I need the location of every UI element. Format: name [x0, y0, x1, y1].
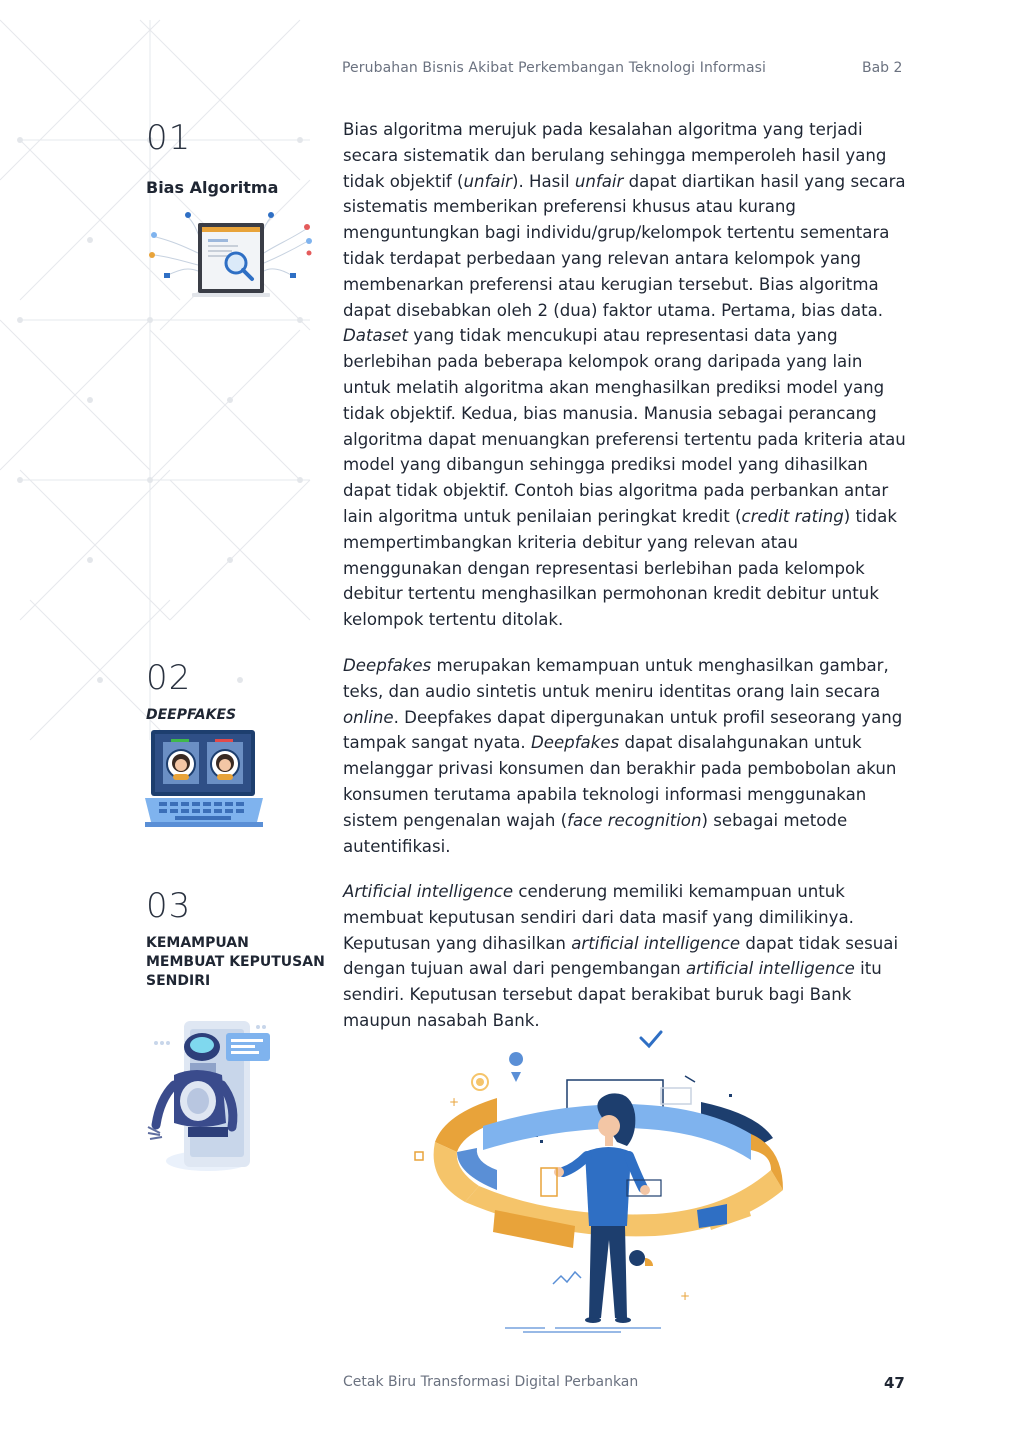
- section-label: DEEPFAKES: [146, 707, 237, 723]
- text-run: dapat disalahgunakan untuk melanggar privasi konsumen dan berakhir pada pembobolan akun konsumen terutama apabila teknologi informasi menggunakan sistem pengenalan wajah (: [343, 733, 897, 830]
- italic-term: credit rating: [741, 506, 844, 526]
- text-run: cenderung memiliki kemampuan untuk membuat keputusan sendiri dari data masif yang dimilikinya. Keputusan yang dihasilkan: [343, 882, 854, 953]
- italic-term: Dataset: [343, 326, 408, 346]
- italic-term: Deepfakes: [343, 656, 432, 675]
- running-header-title: Perubahan Bisnis Akibat Perkembangan Teknologi Informasi: [342, 60, 767, 76]
- italic-term: unfair: [574, 171, 624, 191]
- section-paragraph: [343, 653, 908, 859]
- text-run: . Deepfakes dapat dipergunakan untuk profil seseorang yang tampak sangat nyata.: [343, 707, 903, 753]
- section-label: KEMAMPUAN MEMBUAT KEPUTUSAN SENDIRI: [146, 935, 325, 989]
- running-footer-title: Cetak Biru Transformasi Digital Perbankan: [343, 1374, 639, 1390]
- italic-term: Deepfakes: [530, 733, 620, 753]
- text-run: ) tidak mempertimbangkan kriteria debitur yang relevan atau menggunakan dengan representasi berlebihan pada kelompok debitur tertentu menghasilkan permohonan kredit debitur untuk kelompok tertentu ditolak.: [343, 506, 897, 630]
- svg-text:+: +: [680, 1289, 691, 1303]
- section-number: 01: [146, 118, 192, 158]
- italic-term: unfair: [463, 171, 513, 191]
- section-paragraph: [343, 879, 908, 1034]
- italic-term: online: [343, 707, 394, 727]
- paragraph-text: [343, 879, 908, 1034]
- italic-term: Artificial intelligence: [343, 882, 514, 901]
- section-label: Bias Algoritma: [146, 178, 279, 197]
- text-run: dapat diartikan hasil yang secara sistematis memberikan preferensi khusus atau kurang menguntungkan bagi individu/grup/kelompok tertentu sementara tidak terdapat perbedaan yang relevan antara kelompok yang membenarkan preferensi atau kerugian tersebut. Bias algoritma dapat disebabkan oleh 2 (dua) faktor utama. Pertama, bias data.: [343, 171, 906, 320]
- svg-text:+: +: [449, 1095, 460, 1109]
- section-number: 03: [146, 886, 192, 926]
- paragraph-text: [343, 117, 908, 633]
- italic-term: face recognition: [567, 810, 702, 830]
- laptop-face-recognition-icon: [145, 730, 263, 828]
- text-run: dapat tidak sesuai dengan tujuan awal dari pengembangan: [343, 933, 899, 979]
- text-run: merupakan kemampuan untuk menghasilkan gambar, teks, dan audio sintetis untuk meniru identitas orang lain secara: [343, 656, 889, 701]
- italic-term: artificial intelligence: [571, 933, 741, 953]
- text-run: ). Hasil: [512, 171, 575, 191]
- text-run: Bias algoritma merujuk pada kesalahan algoritma yang terjadi secara sistematik dan berulang sehingga memperoleh hasil yang tidak objektif (: [343, 120, 887, 191]
- text-run: ) sebagai metode autentifikasi.: [343, 810, 848, 856]
- page-number: 47: [884, 1374, 905, 1392]
- background-pattern: [0, 0, 320, 760]
- italic-term: artificial intelligence: [685, 959, 855, 979]
- paragraph-text: [343, 653, 908, 859]
- running-header-chapter: Bab 2: [862, 60, 903, 76]
- robot-icon: [140, 1015, 280, 1175]
- text-run: itu sendiri. Keputusan tersebut dapat berakibat buruk bagi Bank maupun nasabah Bank.: [343, 959, 882, 1030]
- algorithm-search-icon: [146, 205, 321, 300]
- text-run: yang tidak mencukupi atau representasi data yang berlebihan pada beberapa kelompok orang daripada yang lain untuk melatih algoritma akan menghasilkan prediksi model yang tidak objektif. Kedua, bias manusia. Manusia sebagai perancang algoritma dapat menuangkan preferensi tertentu pada kriteria atau model yang dibangun sehingga prediksi model yang dihasilkan dapat tidak objektif. Contoh bias algoritma pada perbankan antar lain algoritma untuk penilaian peringkat kredit (: [343, 326, 906, 526]
- section-number: 02: [146, 658, 192, 698]
- ai-interface-woman-illustration: [405, 1030, 805, 1340]
- section-paragraph: [343, 117, 908, 633]
